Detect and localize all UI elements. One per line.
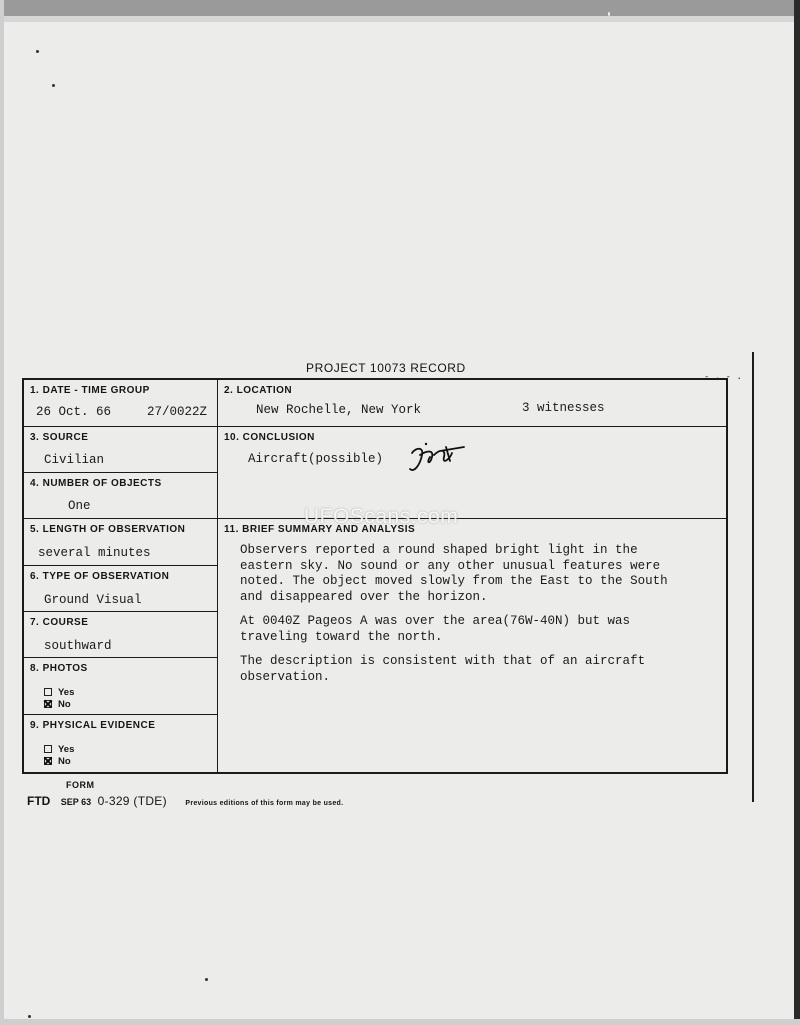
photos-no-label: No — [58, 699, 71, 710]
brief-summary-label: 11. BRIEF SUMMARY AND ANALYSIS — [224, 524, 416, 535]
photos-no-option — [44, 699, 71, 710]
type-of-observation-value: Ground Visual — [44, 593, 142, 607]
date-time-group-cell — [24, 380, 218, 427]
physical-evidence-no-checkbox — [44, 757, 52, 765]
photos-label: 8. PHOTOS — [30, 663, 88, 674]
scan-speck — [36, 50, 39, 53]
corner-mark: - . - . — [704, 372, 742, 382]
location-cell — [218, 380, 726, 427]
physical-evidence-no-label: No — [58, 756, 71, 767]
footer-form-number: 0-329 (TDE) — [97, 794, 167, 808]
number-of-objects-value: One — [68, 499, 91, 513]
scan-left-border — [0, 0, 4, 1025]
photos-cell — [24, 658, 218, 715]
length-of-observation-value: several minutes — [38, 546, 151, 560]
source-label: 3. SOURCE — [30, 432, 89, 443]
physical-evidence-yes-label: Yes — [58, 744, 75, 755]
footer-form-word: FORM — [66, 780, 95, 790]
form-title: PROJECT 10073 RECORD — [306, 361, 466, 375]
course-cell — [24, 612, 218, 658]
location-label: 2. LOCATION — [224, 385, 293, 396]
footer-ftd: FTD — [27, 794, 51, 808]
physical-evidence-label: 9. PHYSICAL EVIDENCE — [30, 720, 156, 731]
footer-previous-editions: Previous editions of this form may be used. — [185, 800, 344, 807]
margin-line — [752, 352, 754, 802]
number-of-objects-cell — [24, 473, 218, 519]
scan-speck — [205, 978, 208, 981]
footer-date: SEP 63 — [60, 797, 92, 807]
scan-right-border — [794, 0, 800, 1025]
conclusion-value: Aircraft(possible) — [248, 452, 384, 466]
scan-bottom-border — [0, 1019, 800, 1025]
date-time-group-label: 1. DATE - TIME GROUP — [30, 385, 150, 396]
photos-no-checkbox — [44, 700, 52, 708]
form-footer — [27, 792, 343, 810]
source-value: Civilian — [44, 453, 105, 467]
length-of-observation-label: 5. LENGTH OF OBSERVATION — [30, 524, 186, 535]
length-of-observation-cell — [24, 519, 218, 566]
photos-yes-checkbox — [44, 688, 52, 696]
scan-speck — [28, 1015, 31, 1018]
number-of-objects-label: 4. NUMBER OF OBJECTS — [30, 478, 162, 489]
type-of-observation-label: 6. TYPE OF OBSERVATION — [30, 571, 170, 582]
scan-top-border — [0, 0, 800, 16]
conclusion-label: 10. CONCLUSION — [224, 432, 315, 443]
scan-speck — [608, 12, 610, 16]
summary-paragraph: At 0040Z Pageos A was over the area(76W-40N) but was traveling toward the north. — [240, 614, 631, 644]
time-value: 27/0022Z — [147, 405, 208, 419]
physical-evidence-yes-checkbox — [44, 745, 52, 753]
record-form — [22, 378, 728, 774]
scan-speck — [52, 84, 55, 87]
summary-paragraph: Observers reported a round shaped bright light in the eastern sky. No sound or any other unusual features were noted. The object moved slowly from the East to the South and disappeared over the horizon. — [240, 543, 668, 604]
source-cell — [24, 427, 218, 473]
date-value: 26 Oct. 66 — [36, 405, 112, 419]
type-of-observation-cell — [24, 566, 218, 612]
brief-summary-text — [240, 543, 720, 694]
physical-evidence-no-option — [44, 756, 71, 767]
course-value: southward — [44, 639, 112, 653]
course-label: 7. COURSE — [30, 617, 89, 628]
scan-top-shadow — [0, 16, 800, 22]
brief-summary-cell — [218, 519, 726, 772]
physical-evidence-cell — [24, 715, 218, 772]
location-value: New Rochelle, New York — [256, 403, 422, 417]
physical-evidence-yes-option — [44, 744, 74, 755]
summary-paragraph: The description is consistent with that of an aircraft observation. — [240, 654, 646, 684]
witnesses-value: 3 witnesses — [522, 401, 605, 415]
photos-yes-label: Yes — [58, 687, 75, 698]
watermark: UFOScans.com — [304, 505, 459, 528]
handwritten-initials — [406, 439, 476, 479]
photos-yes-option — [44, 687, 74, 698]
conclusion-cell — [218, 427, 726, 519]
